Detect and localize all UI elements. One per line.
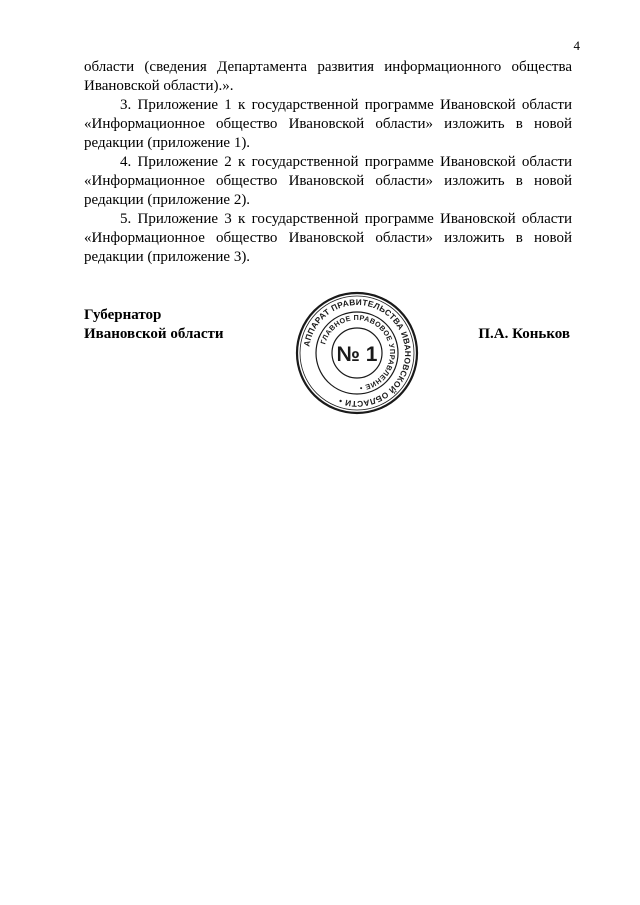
signatory-position-line2: Ивановской области bbox=[84, 326, 224, 342]
paragraph-item-5: 5. Приложение 3 к государственной программе Ивановской области «Информационное общество Ивановской области» изложить в новой редакции (приложение 3). bbox=[84, 211, 572, 265]
paragraph-continuation: области (сведения Департамента развития информационного общества Ивановской области).». bbox=[84, 59, 572, 94]
paragraph-item-3: 3. Приложение 1 к государственной программе Ивановской области «Информационное общество Ивановской области» изложить в новой редакции (приложение 1). bbox=[84, 97, 572, 151]
page-number: 4 bbox=[573, 38, 580, 53]
stamp-outer-text: АППАРАТ ПРАВИТЕЛЬСТВА ИВАНОВСКОЙ ОБЛАСТИ • bbox=[301, 296, 414, 410]
official-seal-stamp bbox=[294, 290, 420, 416]
stamp-inner-text: ГЛАВНОЕ ПРАВОВОЕ УПРАВЛЕНИЕ • bbox=[318, 312, 398, 393]
signatory-position-line1: Губернатор bbox=[84, 307, 162, 323]
signatory-name: П.А. Коньков bbox=[478, 326, 570, 342]
document-body bbox=[84, 58, 572, 267]
signatory-position bbox=[84, 306, 224, 344]
paragraph-item-4: 4. Приложение 2 к государственной программе Ивановской области «Информационное общество Ивановской области» изложить в новой редакции (приложение 2). bbox=[84, 154, 572, 208]
stamp-number: № 1 bbox=[336, 343, 378, 366]
